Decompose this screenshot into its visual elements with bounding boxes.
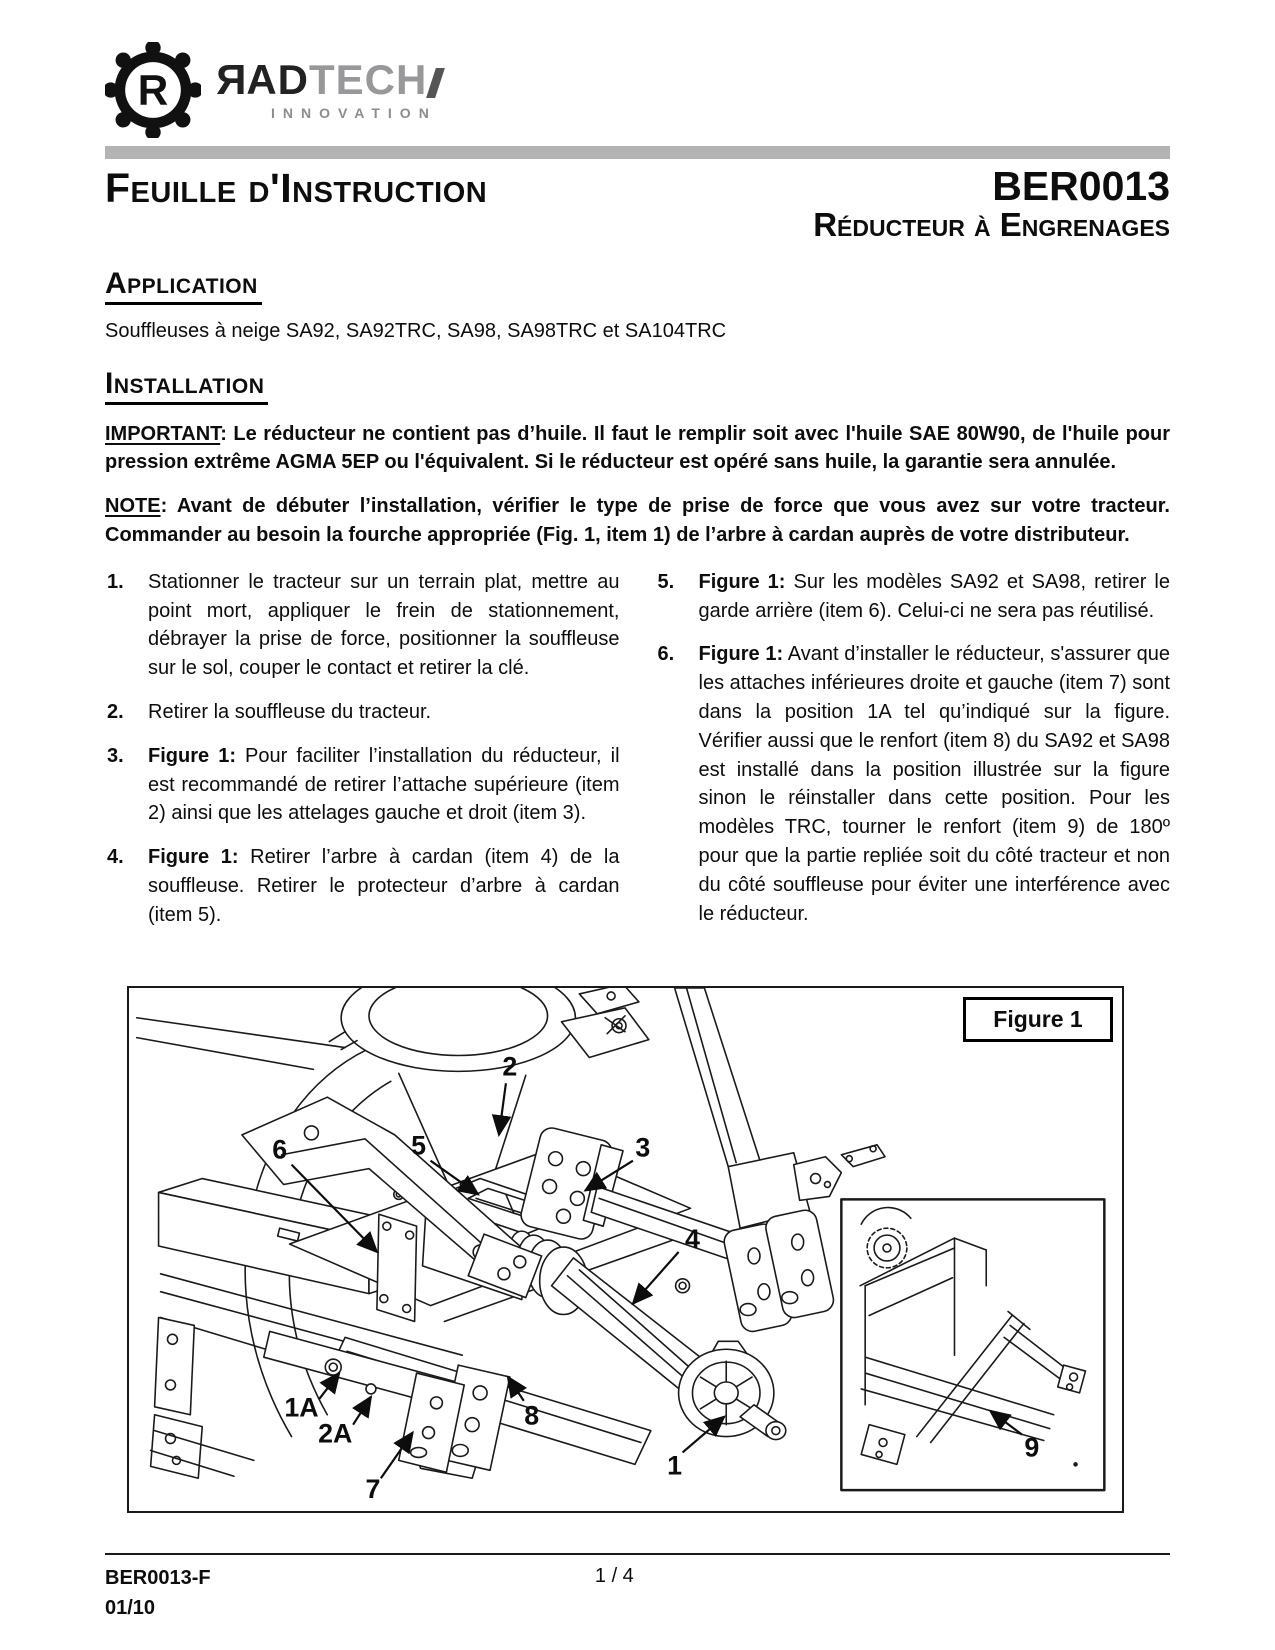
badge-letter: R [137, 66, 169, 114]
note-label: NOTE [105, 495, 161, 518]
step-number: 2. [107, 701, 124, 724]
step-number: 3. [107, 744, 124, 767]
important-label: IMPORTANT [105, 422, 221, 445]
important-text: : Le réducteur ne contient pas d’huile. Il faut le remplir soit avec l'huile SAE 80W90, de l'huile pour pression extrême AGMA 5EP ou l'équivalent. Si le réducteur est opéré sans huile, la garantie sera annulée. [105, 422, 1170, 474]
step-2 [105, 698, 620, 727]
steps-right-column [656, 568, 1171, 945]
callout-1: 1 [667, 1450, 683, 1481]
company-logo [105, 40, 1170, 140]
footer-doc-code: BER0013-F [105, 1567, 211, 1589]
document-subtitle: Réducteur à Engrenages [813, 206, 1170, 244]
wordmark [215, 56, 440, 103]
step-text: Sur les modèles SA92 et SA98, retirer le garde arrière (item 6). Celui-ci ne sera pas réutilisé. [698, 570, 1171, 622]
steps-columns [105, 568, 1170, 945]
step-4: 4. Figure 1: Retirer l’arbre à cardan (item 4) de la souffleuse. Retirer le protecteur d’arbre à cardan (item 5). [105, 843, 620, 929]
document-number: BER0013 [992, 163, 1170, 209]
callout-4: 4 [685, 1224, 700, 1255]
steps-left-column [105, 568, 620, 945]
step-5: 5. Figure 1: Sur les modèles SA92 et SA98, retirer le garde arrière (item 6). Celui-ci ne sera pas réutilisé. [656, 568, 1171, 626]
figure-1-frame [127, 986, 1124, 1513]
figure-label: Figure 1 [963, 997, 1113, 1042]
footer-revision-date: 01/10 [105, 1597, 156, 1619]
wordmark-block [215, 56, 440, 121]
callout-3: 3 [635, 1132, 651, 1163]
step-text: Pour faciliter l’installation du réducteur, il est recommandé de retirer l’attache supérieure (item 2) ainsi que les attelages gauche et droit (item 3). [148, 744, 620, 825]
step-number: 1. [107, 570, 124, 593]
header-divider-bar [105, 146, 1170, 159]
application-body: Souffleuses à neige SA92, SA92TRC, SA98, SA98TRC et SA104TRC [105, 319, 727, 342]
callout-5: 5 [411, 1130, 427, 1161]
callout-6: 6 [272, 1134, 288, 1165]
note-text: : Avant de débuter l’installation, vérifier le type de prise de force que vous avez sur votre tracteur. Commander au besoin la fourche appropriée (Fig. 1, item 1) de l’arbre à cardan auprès de votre distributeur. [105, 495, 1170, 547]
footer-page-indicator: 1 / 4 [594, 1565, 634, 1587]
wordmark-tech: TECH [309, 56, 428, 103]
installation-heading: Installation [105, 367, 268, 405]
inset-drawing [841, 1199, 1104, 1490]
step-text: Retirer l’arbre à cardan (item 4) de la souffleuse. Retirer le protecteur d’arbre à cardan (item 5). [148, 846, 620, 926]
important-paragraph [105, 420, 1170, 478]
callout-7: 7 [365, 1474, 381, 1505]
step-number: 6. [657, 643, 675, 666]
callout-2: 2 [502, 1051, 518, 1082]
step-1 [105, 568, 620, 683]
application-heading: Application [105, 267, 262, 305]
page-footer [105, 1553, 1170, 1623]
step-text: Retirer la souffleuse du tracteur. [148, 701, 432, 724]
wordmark-r: R [215, 56, 247, 103]
logo-tagline: INNOVATION [271, 105, 437, 121]
radtech-badge-icon [105, 42, 201, 138]
wordmark-ad: AD [246, 56, 310, 103]
logo-slash-icon [426, 68, 445, 98]
callout-9: 9 [1024, 1432, 1040, 1463]
step-number: 4. [107, 846, 124, 869]
note-paragraph [105, 492, 1170, 550]
callout-2a: 2A [318, 1418, 353, 1449]
callout-8: 8 [524, 1400, 540, 1431]
page-title: Feuille d'Instruction [105, 165, 488, 211]
step-3: 3. Figure 1: Pour faciliter l’installation du réducteur, il est recommandé de retirer l’attache supérieure (item 2) ainsi que les attelages gauche et droit (item 3). [105, 742, 620, 828]
step-text: Stationner le tracteur sur un terrain plat, mettre au point mort, appliquer le frein de stationnement, débrayer la prise de force, positionner la souffleuse sur le sol, couper le contact et retirer la clé. [148, 570, 620, 680]
callout-1a: 1A [284, 1392, 319, 1423]
technical-drawing [129, 988, 1122, 1511]
step-6: 6. Figure 1: Avant d’installer le réducteur, s'assurer que les attaches inférieures droite et gauche (item 7) sont dans la position 1A tel qu’indiqué sur la figure. Vérifier aussi que le renfort (item 8) du SA92 et SA98 est installé dans la position illustrée sur la figure sinon le réinstaller dans cette position. Pour les modèles TRC, tourner le renfort (item 9) de 180º pour que la partie repliée soit du côté tracteur et non du côté souffleuse pour éviter une interférence avec le réducteur. [656, 640, 1171, 928]
step-text: Avant d’installer le réducteur, s'assurer que les attaches inférieures droite et gauche (item 7) sont dans la position 1A tel qu’indiqué sur la figure. Vérifier aussi que le renfort (item 8) du SA92 et SA98 est installé dans la position illustrée sur la figure sinon le réinstaller dans cette position. Pour les modèles TRC, tourner le renfort (item 9) de 180º pour que la partie repliée soit du côté tracteur et non du côté souffleuse pour éviter une interférence avec le réducteur. [698, 643, 1171, 925]
step-number: 5. [657, 570, 675, 593]
